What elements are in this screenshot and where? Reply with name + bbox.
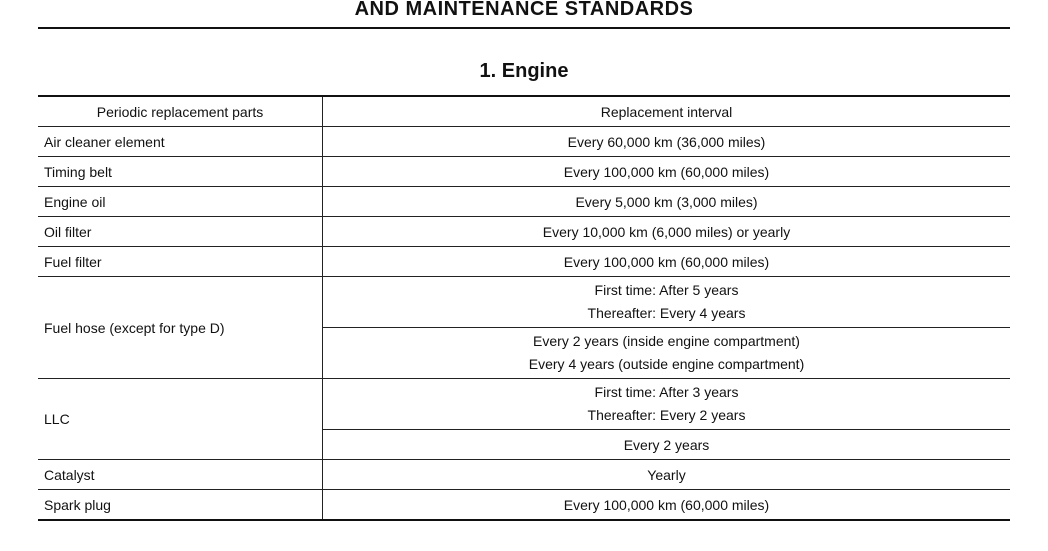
section-title: 1. Engine [479, 60, 569, 82]
replacement-interval: Every 10,000 km (6,000 miles) or yearly [323, 217, 1011, 247]
interval-line: First time: After 3 years [594, 384, 739, 400]
part-name: Catalyst [38, 460, 323, 490]
part-name: Engine oil [38, 187, 323, 217]
replacement-interval: Every 100,000 km (60,000 miles) [323, 157, 1011, 187]
table-row [38, 217, 1010, 247]
replacement-interval [323, 328, 1011, 379]
part-name: Timing belt [38, 157, 323, 187]
table-row [38, 277, 1010, 328]
table-row [38, 490, 1010, 521]
table-row [38, 187, 1010, 217]
table-header-row [38, 96, 1010, 127]
interval-line: Thereafter: Every 2 years [587, 407, 746, 423]
replacement-interval: Every 100,000 km (60,000 miles) [323, 490, 1011, 521]
replacement-interval [323, 379, 1011, 430]
column-header-parts: Periodic replacement parts [38, 96, 323, 127]
part-name: Spark plug [38, 490, 323, 521]
part-name: Oil filter [38, 217, 323, 247]
page-title: AND MAINTENANCE STANDARDS [354, 0, 694, 20]
maintenance-table [38, 95, 1010, 521]
column-header-interval: Replacement interval [323, 96, 1011, 127]
replacement-interval: Every 5,000 km (3,000 miles) [323, 187, 1011, 217]
interval-line: Thereafter: Every 4 years [587, 305, 746, 321]
interval-line: First time: After 5 years [594, 282, 739, 298]
table-row [38, 127, 1010, 157]
part-name: Fuel hose (except for type D) [38, 277, 323, 379]
part-name: LLC [38, 379, 323, 460]
table-row [38, 460, 1010, 490]
part-name: Air cleaner element [38, 127, 323, 157]
replacement-interval: Every 60,000 km (36,000 miles) [323, 127, 1011, 157]
title-rule [38, 27, 1010, 29]
replacement-interval [323, 277, 1011, 328]
replacement-interval: Every 2 years [323, 430, 1011, 460]
replacement-interval: Yearly [323, 460, 1011, 490]
table-row [38, 379, 1010, 430]
replacement-interval: Every 100,000 km (60,000 miles) [323, 247, 1011, 277]
part-name: Fuel filter [38, 247, 323, 277]
interval-line: Every 4 years (outside engine compartment) [528, 356, 805, 372]
table-row [38, 247, 1010, 277]
interval-line: Every 2 years (inside engine compartment) [533, 333, 800, 349]
table-row [38, 157, 1010, 187]
